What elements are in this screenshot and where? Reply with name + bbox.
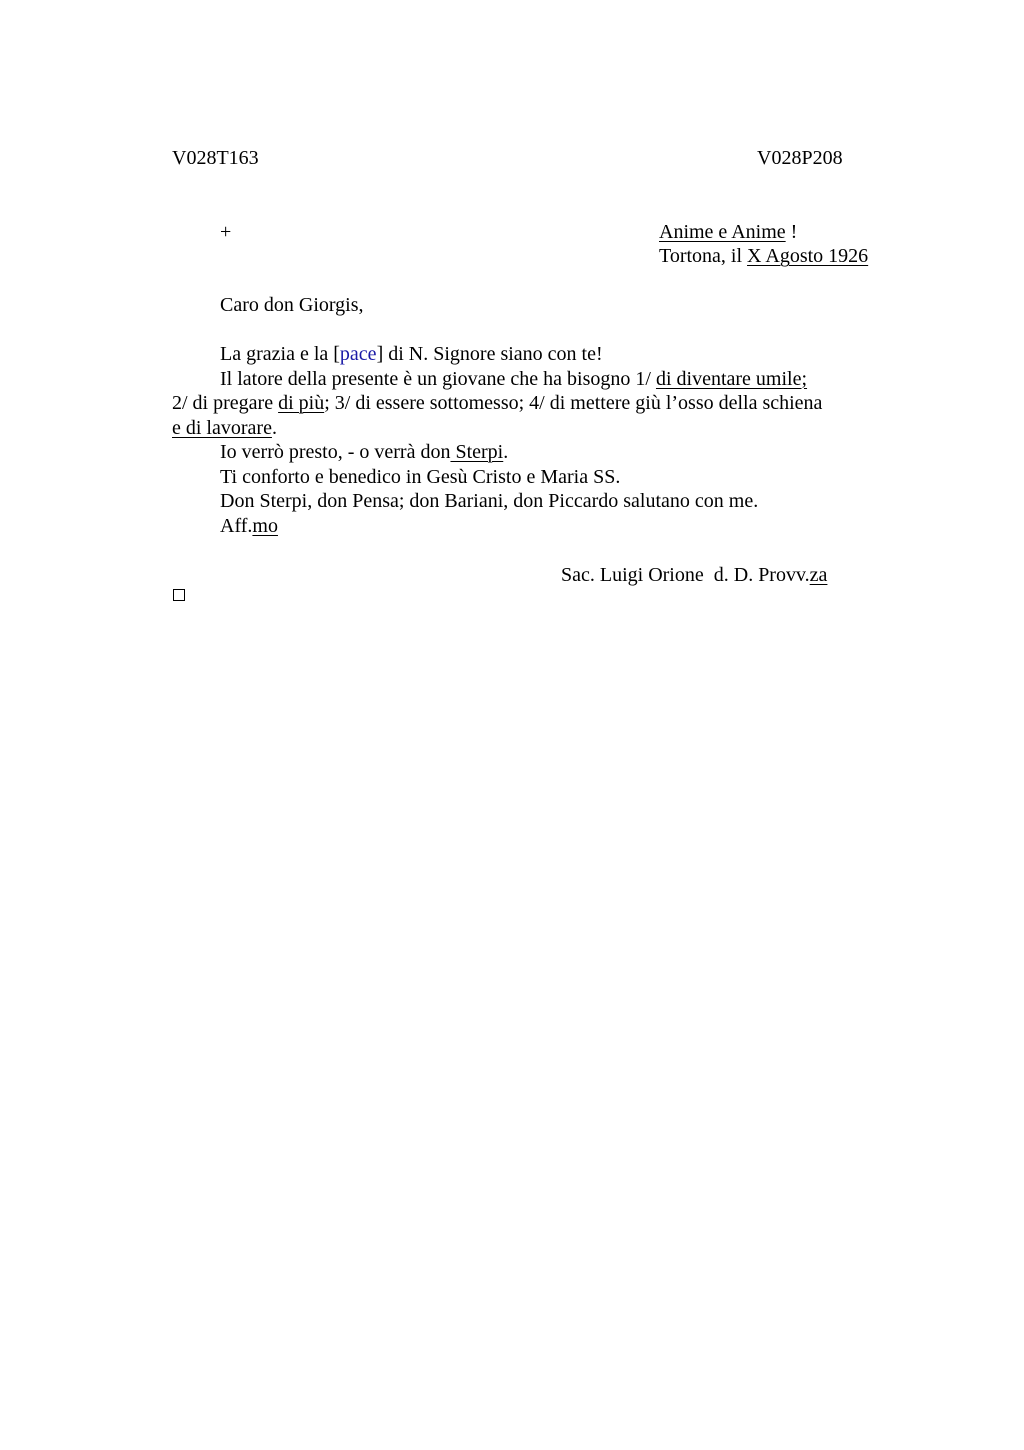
closing-underlined: mo [252, 514, 278, 537]
dateline-prefix: Tortona, il [659, 245, 748, 267]
document-code-left: V028T163 [172, 147, 259, 169]
bearer-line3-underlined: e di lavorare [172, 416, 272, 439]
letter-body [172, 342, 852, 538]
signature-start: Sac. Luigi Orione d. D. Provv. [561, 564, 810, 586]
cross-mark: + [220, 221, 232, 243]
motto-suffix: ! [785, 221, 798, 243]
bearer-line2-underlined: di più [278, 392, 325, 414]
signature [561, 563, 827, 588]
paragraph-greeting [172, 342, 852, 367]
paragraph-coming [172, 440, 852, 465]
paragraph-bearer-line3 [172, 416, 852, 441]
dateline [659, 244, 868, 269]
paragraph-greetings-from: Don Sterpi, don Pensa; don Bariani, don Piccardo salutano con me. [220, 490, 759, 512]
bearer-line3-end: . [271, 416, 277, 439]
greeting-highlight: pace [339, 343, 377, 365]
salutation: Caro don Giorgis, [220, 294, 364, 316]
greeting-after: ] di N. Signore siano con te! [376, 343, 603, 365]
coming-underlined: Sterpi [450, 441, 504, 463]
document-code-right: V028P208 [757, 147, 843, 169]
end-marker-square [173, 589, 185, 601]
paragraph-bearer-line1 [172, 367, 852, 392]
closing [172, 514, 852, 539]
paragraph-blessing: Ti conforto e benedico in Gesù Cristo e Maria SS. [220, 465, 621, 488]
bearer-line1-start: Il latore della presente è un giovane che ha bisogno 1/ [220, 367, 656, 390]
motto-underlined: Anime e Anime [659, 221, 786, 243]
bearer-line1-underlined: di diventare umile; [655, 367, 808, 390]
closing-start: Aff. [220, 514, 253, 537]
signature-underlined: za [809, 564, 828, 586]
motto [659, 220, 797, 245]
paragraph-bearer-line2 [172, 391, 852, 416]
bearer-line2-start: 2/ di pregare [172, 392, 279, 414]
coming-end: . [503, 441, 509, 463]
dateline-date: X Agosto 1926 [747, 245, 869, 267]
bearer-line2-end: ; 3/ di essere sottomesso; 4/ di mettere giù l’osso della schiena [324, 392, 823, 414]
greeting-before: La grazia e la [ [220, 343, 340, 365]
coming-start: Io verrò presto, - o verrà don [220, 441, 451, 463]
